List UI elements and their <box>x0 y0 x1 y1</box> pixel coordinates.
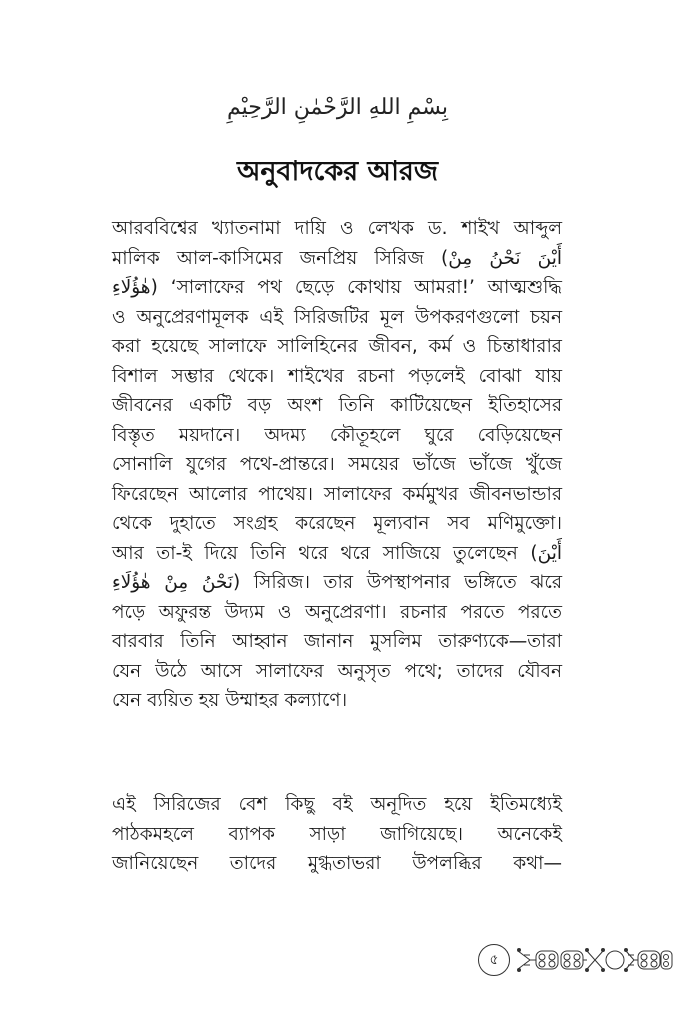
page-number: ৫ <box>489 952 499 968</box>
page-title: অনুবাদকের আরজ <box>236 156 439 187</box>
text-line: যেন উঠে আসে সালাফের অনুসৃত পথে; তাদের যৌবন <box>112 660 562 682</box>
text-line: জীবনের একটি বড় অংশ তিনি কাটিয়েছেন ইতিহাসের <box>112 395 562 416</box>
page-number-circle <box>478 944 510 976</box>
text-line: বিশাল সম্ভার থেকে। শাইখের রচনা পড়লেই বোঝা যায় <box>112 365 562 387</box>
page-footer <box>478 942 674 978</box>
text-line: هٰؤُلَاءِ) ‘সালাফের পথ ছেড়ে কোথায় আমরা!’ আত্মশুদ্ধি <box>112 277 562 298</box>
text-line: نَحْنُ مِنْ هٰؤُلَاءِ) সিরিজ। তার উপস্থাপনার ভঙ্গিতে ঝরে <box>112 572 562 593</box>
paragraph-1 <box>112 214 562 716</box>
text-line: বিস্তৃত ময়দানে। অদম্য কৌতূহলে ঘুরে বেড়িয়েছেন <box>112 424 562 446</box>
text-line: পড়ে অফুরন্ত উদ্যম ও অনুপ্রেরণা। রচনার পরতে পরতে <box>112 601 562 623</box>
text-line: ফিরেছেন আলোর পাথেয়। সালাফের কর্মমুখর জীবনভান্ডার <box>112 483 562 505</box>
text-line: মালিক আল-কাসিমের জনপ্রিয় সিরিজ (أَيْنَ نَحْنُ مِنْ <box>112 247 562 269</box>
paragraph-2 <box>112 790 562 879</box>
text-line: সোনালি যুগের পথে-প্রান্তরে। সময়ের ভাঁজে ভাঁজে খুঁজে <box>112 454 562 475</box>
text-line: আর তা-ই দিয়ে তিনি থরে থরে সাজিয়ে তুলেছেন (أَيْنَ <box>112 542 562 564</box>
text-line: যেন ব্যয়িত হয় উম্মাহর কল্যাণে। <box>112 690 348 711</box>
text-line: ও অনুপ্রেরণামূলক এই সিরিজটির মূল উপকরণগুলো চয়ন <box>112 306 562 328</box>
text-line: জানিয়েছেন তাদের মুগ্ধতাভরা উপলব্ধির কথা— <box>112 853 562 874</box>
text-line: আরববিশ্বের খ্যাতনামা দায়ি ও লেখক ড. শাইখ আব্দুল <box>112 218 562 239</box>
text-line: করা হয়েছে সালাফে সালিহিনের জীবন, কর্ম ও চিন্তাধারার <box>112 336 562 357</box>
text-line: বারবার তিনি আহ্বান জানান মুসলিম তারুণ্যকে—তারা <box>112 631 562 652</box>
bismillah-calligraphy: بِسْمِ اللهِ الرَّحْمٰنِ الرَّحِيْمِ <box>226 95 449 120</box>
text-line: থেকে দুহাতে সংগ্রহ করেছেন মূল্যবান সব মণিমুক্তো। <box>112 513 562 534</box>
text-line: এই সিরিজের বেশ কিছু বই অনূদিত হয়ে ইতিমধ্যেই <box>112 794 562 815</box>
text-line: পাঠকমহলে ব্যাপক সাড়া জাগিয়েছে। অনেকেই <box>112 823 562 845</box>
decorative-border-ornament-icon <box>516 947 674 973</box>
